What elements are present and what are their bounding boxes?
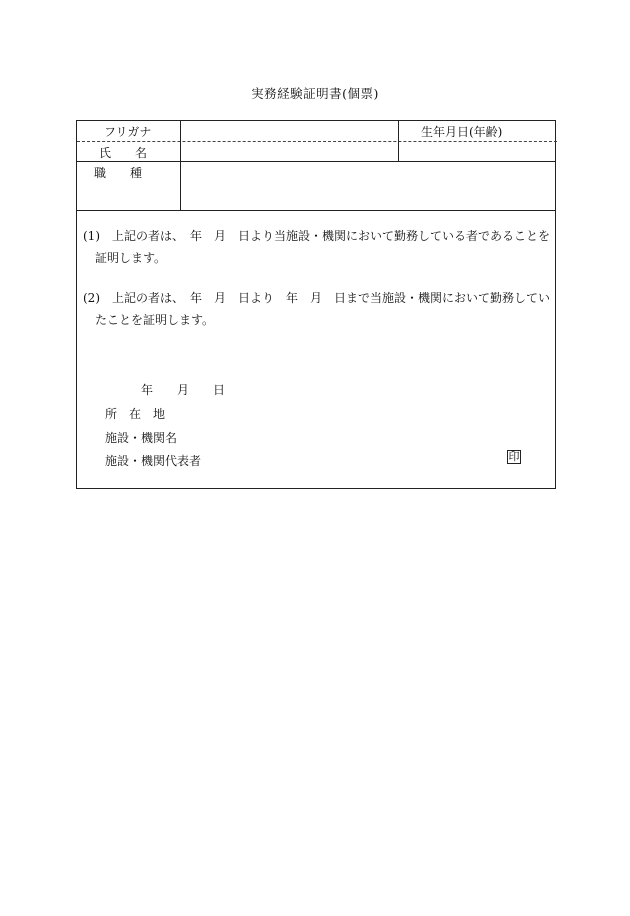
- statement-1-line-1: (1) 上記の者は、 年 月 日より当施設・機関において勤務している者であることを: [83, 229, 551, 243]
- name-label: 氏 名: [99, 146, 148, 160]
- label-column-divider: [180, 121, 181, 210]
- name-row-divider: [77, 161, 555, 162]
- furigana-field[interactable]: [183, 123, 395, 139]
- statement-1-line-2: 証明します。: [95, 251, 167, 265]
- occupation-label: 職 種: [94, 166, 143, 180]
- birth-column-divider: [398, 121, 399, 161]
- furigana-label: フリガナ: [104, 125, 152, 139]
- occupation-field[interactable]: [183, 164, 553, 208]
- name-field[interactable]: [183, 144, 395, 159]
- facility-name-label: 施設・機関名: [105, 431, 178, 445]
- birth-date-field[interactable]: [401, 144, 553, 159]
- statement-2-line-1: (2) 上記の者は、 年 月 日より 年 月 日まで当施設・機関において勤務してい: [83, 291, 551, 305]
- furigana-divider: [77, 141, 557, 142]
- birth-date-label: 生年月日(年齢): [421, 125, 503, 139]
- statement-2-line-2: たことを証明します。: [95, 313, 215, 327]
- representative-label: 施設・機関代表者: [105, 454, 202, 468]
- document-title: 実務経験証明書(個票): [251, 86, 379, 101]
- certificate-form: [76, 120, 556, 489]
- header-section-divider: [77, 210, 555, 211]
- seal-mark: 印: [508, 450, 520, 463]
- address-label: 所 在 地: [105, 407, 166, 421]
- signature-date: 年 月 日: [141, 383, 226, 397]
